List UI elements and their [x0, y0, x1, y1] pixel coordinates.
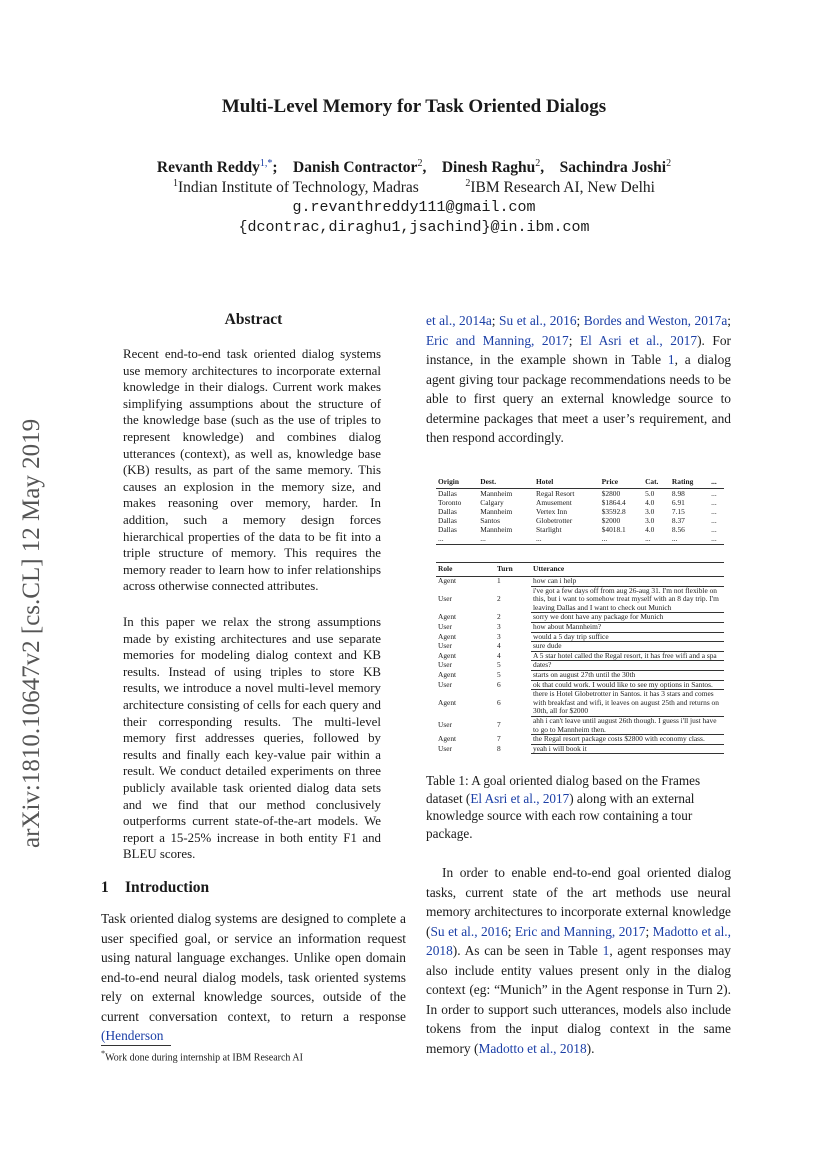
dialog-cell: how about Mannheim? [531, 622, 724, 632]
dialog-cell: User [438, 720, 452, 730]
kb-cell: 7.15 [671, 507, 685, 517]
kb-cell: ... [709, 534, 724, 544]
paragraph-text: ). [586, 1040, 595, 1056]
dialog-cell: the Regal resort package costs $2800 with economy class. [531, 735, 724, 745]
dialog-cell: 4 [497, 650, 501, 660]
dialog-cell: Agent [438, 734, 457, 744]
dialog-cell: User [438, 743, 452, 753]
dialog-cell: 5 [497, 669, 501, 679]
author-name: Dinesh Raghu [441, 159, 536, 177]
dialog-cell: Agent [438, 612, 457, 622]
affiliation-name: Indian Institute of Technology, Madras [177, 179, 419, 197]
author-separator: , [540, 159, 545, 177]
kb-cell: ... [643, 534, 670, 544]
dialog-row [436, 744, 724, 754]
kb-cell: ... [534, 534, 600, 544]
kb-cell: 3.0 [645, 516, 655, 526]
email-line: g.revanthreddy111@gmail.com [292, 199, 536, 216]
paragraph-text: In order to enable end-to-end goal oriented dialog tasks, current state of the art methods use neural memory architectures to incorporate external knowledge ( [426, 865, 731, 939]
kb-cell: $2000 [601, 516, 621, 526]
kb-cell: 8.98 [671, 489, 685, 498]
author-separator: ; [272, 159, 278, 177]
kb-cell: ... [600, 534, 643, 544]
kb-cell: Amusement [536, 498, 572, 508]
caption-label: Table 1: [426, 773, 469, 788]
dialog-cell: ahh i can't leave until august 26th though. I guess i'll just have to go to Mannheim then. [531, 716, 724, 734]
paragraph-text: ). As can be seen in Table [452, 943, 603, 958]
kb-cell: Vertex Inn [536, 507, 568, 517]
dialog-row [436, 586, 724, 613]
dialog-cell: 3 [497, 621, 501, 631]
dialog-cell: Agent [438, 631, 457, 641]
dialog-cell: User [438, 679, 452, 689]
kb-cell: ... [711, 507, 717, 517]
kb-cell: ... [711, 516, 717, 526]
dialog-cell: 2 [497, 594, 501, 604]
kb-cell: 3.0 [645, 507, 655, 517]
caption-text: ) along with an external knowledge source with each row containing a tour package. [426, 790, 695, 841]
table-ref-link[interactable]: 1 [602, 943, 610, 958]
footnote-rule [101, 1045, 171, 1046]
affiliation-mark: 2 [465, 178, 471, 189]
dialog-cell: Agent [438, 697, 457, 707]
kb-cell: Mannheim [480, 525, 513, 535]
dialog-column-header: Turn [495, 563, 531, 577]
kb-cell: Toronto [438, 498, 462, 508]
intro-paragraph [101, 909, 406, 1046]
abstract-paragraph: Recent end-to-end task oriented dialog systems use memory architectures to incorporate external knowledge in their dialogs. Current work makes simplifying assumptions about the structure of the knowledge base (such as the use of triples to represent knowledge) and combines dialog utterances (context), as well as, knowledge base (KB) results, as part of the same memory. This causes an explosion in the memory size, and makes reasoning over memory, harder. In addition, such a memory design forces hierarchical properties of the data to be fit into a triple structure of memory. This requires the memory reader to learn how to infer relationships across otherwise connected attributes. [123, 347, 381, 594]
dialog-cell: User [438, 594, 452, 604]
kb-cell: Dallas [438, 489, 457, 498]
author-separator: , [422, 159, 427, 177]
kb-cell: Mannheim [480, 507, 513, 517]
author-name: Sachindra Joshi [559, 159, 667, 177]
kb-row [436, 534, 724, 544]
dialog-cell: Agent [438, 650, 457, 660]
citation-link[interactable]: Bordes and Weston, 2017a [583, 313, 728, 328]
dialog-cell: 8 [497, 743, 501, 753]
dialog-cell: 7 [497, 734, 501, 744]
right-paragraph: In order to enable end-to-end goal oriented dialog tasks, current state of the art methods use neural memory architectures to incorporate external knowledge (Su et al., 2016; Eric and Manning, 2017; Madotto et al., 2018). As can be seen in Table 1, agent responses may also include entity values present only in the dialog context (eg: “Munich” in the Agent response in Turn 2). In order to support such utterances, models also include tokens from the input dialog context in the same memory (Madotto et al., 2018). [426, 865, 731, 1056]
section-number: 1 [101, 879, 109, 896]
dialog-row [436, 670, 724, 680]
paragraph-text: , agent responses may also include entity values present only in the dialog context (eg: “Munich” in the Agent response in Turn 2). In order to support such utterances, models also include tokens from the input dialog context in the same memory ( [426, 943, 731, 1056]
kb-column-header: Dest. [478, 476, 534, 489]
dialog-cell: would a 5 day trip suffice [531, 632, 724, 642]
kb-cell: Santos [480, 516, 500, 526]
dialog-cell: i've got a few days off from aug 26-aug 31. I'm not flexible on this, but i want to somehow treat myself with an 8 day trip. I'm leaving Dallas and I want to check out Munich [531, 586, 724, 613]
citation-link[interactable]: (Henderson [101, 1028, 164, 1043]
dialog-cell: 3 [497, 631, 501, 641]
affiliation-name: IBM Research AI, New Delhi [470, 179, 655, 197]
author-mark: 2 [417, 158, 423, 169]
footnote [101, 1049, 406, 1063]
kb-cell: 6.91 [671, 498, 685, 508]
citation-link[interactable]: Eric and Manning, 2017 [514, 923, 646, 939]
citation-link[interactable]: El Asri et al., 2017 [579, 332, 698, 348]
table-ref-link[interactable]: 1 [667, 352, 675, 367]
kb-cell: ... [478, 534, 534, 544]
dialog-row [436, 661, 724, 671]
kb-cell: ... [670, 534, 709, 544]
kb-cell: ... [711, 498, 717, 508]
kb-column-header: Cat. [643, 476, 670, 489]
dialog-cell: sorry we dont have any package for Munich [531, 613, 724, 623]
section-heading [101, 879, 209, 897]
citation-link[interactable]: Su et al., 2016 [430, 923, 508, 939]
kb-cell: Regal Resort [536, 489, 575, 498]
kb-row [436, 489, 724, 499]
citation-link[interactable]: Madotto et al., 2018 [426, 923, 731, 958]
kb-column-header: Rating [670, 476, 709, 489]
author-mark: 2 [535, 158, 541, 169]
table-caption [426, 772, 731, 842]
kb-cell: $2800 [601, 489, 621, 498]
kb-cell: 8.37 [671, 516, 685, 526]
author-list [0, 158, 828, 177]
dialog-column-header: Role [436, 563, 495, 577]
kb-cell: ... [436, 534, 478, 544]
dialog-cell: ok that could work. I would like to see my options in Santos. [531, 680, 724, 690]
kb-table [436, 476, 724, 545]
kb-cell: 4.0 [645, 525, 655, 535]
dialog-column-header: Utterance [531, 563, 724, 577]
dialog-row [436, 690, 724, 717]
dialog-cell: 5 [497, 660, 501, 670]
kb-row [436, 498, 724, 507]
right-paragraph: et al., 2014a; Su et al., 2016; Bordes and Weston, 2017a; Eric and Manning, 2017; El Asri et al., 2017). For instance, in the example shown in Table 1, a dialog agent giving tour package recommendations needs to be able to first query an external knowledge source to determine packages that meet a user’s requirement, and then respond accordingly. [426, 313, 731, 445]
kb-cell: ... [711, 489, 717, 498]
paragraph-text: , a dialog agent giving tour package recommendations needs to be able to first query an external knowledge source to determine packages that meet a user’s requirement, and then respond accordingly. [426, 352, 731, 445]
abstract-paragraph: In this paper we relax the strong assumptions made by existing architectures and use separate memories for modeling dialog context and KB results. Instead of using triples to store KB results, we introduce a novel multi-level memory architecture consisting of cells for each query and their corresponding results. The multi-level memory first addresses queries, followed by results and finally each key-value pair within a result. We conduct detailed experiments on three publicly available task oriented dialog data sets and we find that our method conclusively outperforms current state-of-the-art models. We report a 15-25% increase in both entity F1 and BLEU scores. [123, 615, 381, 862]
author-name: Revanth Reddy [156, 159, 260, 177]
dialog-row [436, 577, 724, 587]
kb-cell: Dallas [438, 516, 457, 526]
dialog-cell: 1 [497, 576, 501, 586]
dialog-cell: sure dude [531, 642, 724, 652]
caption-text: A goal oriented dialog based on the Frames dataset ( [426, 773, 701, 806]
footnote-mark: * [101, 1049, 106, 1058]
abstract-heading: Abstract [224, 311, 283, 328]
kb-cell: $4018.1 [601, 525, 626, 535]
author-name: Danish Contractor [293, 159, 418, 177]
kb-row [436, 507, 724, 516]
paragraph-text: Task oriented dialog systems are designed to complete a user specified goal, or service an information request using natural language exchanges. Unlike open domain end-to-end neural dialog models, task oriented systems rely on external knowledge sources, outside of the current conversation context, to return a response [101, 911, 406, 1024]
kb-cell: Starlight [536, 525, 562, 535]
kb-cell: Globetrotter [536, 516, 573, 526]
kb-cell: $3592.8 [601, 507, 626, 517]
dialog-cell: 6 [497, 679, 501, 689]
kb-cell: 5.0 [645, 489, 655, 498]
dialog-cell: User [438, 621, 452, 631]
kb-cell: Dallas [438, 507, 457, 517]
dialog-cell: User [438, 641, 452, 651]
kb-column-header: ... [709, 476, 724, 489]
author-mark: 2 [666, 158, 672, 169]
kb-cell: 8.56 [671, 525, 685, 535]
kb-column-header: Price [600, 476, 643, 489]
kb-column-header: Hotel [534, 476, 600, 489]
kb-row [436, 525, 724, 534]
paper-title: Multi-Level Memory for Task Oriented Dialogs [221, 96, 607, 117]
author-mark: 1,* [259, 158, 273, 169]
citation-link[interactable]: et al., 2014a [426, 313, 492, 328]
kb-column-header: Origin [436, 476, 478, 489]
dialog-cell: Agent [438, 669, 457, 679]
email-line: {dcontrac,diraghu1,jsachind}@in.ibm.com [238, 219, 590, 236]
kb-cell: Mannheim [480, 489, 513, 498]
dialog-cell: 2 [497, 612, 501, 622]
dialog-cell: there is Hotel Globetrotter in Santos. it has 3 stars and comes with breakfast and wifi, it leaves on august 25th and returns on 30th, all for $2000 [531, 690, 724, 717]
kb-cell: $1864.4 [601, 498, 626, 508]
dialog-cell: 6 [497, 697, 501, 707]
kb-cell: ... [711, 525, 717, 535]
dialog-cell: dates? [531, 661, 724, 671]
dialog-row [436, 622, 724, 632]
dialog-cell: how can i help [531, 577, 724, 587]
kb-row [436, 516, 724, 525]
dialog-cell: User [438, 660, 452, 670]
arxiv-stamp: arXiv:1810.10647v2 [cs.CL] 12 May 2019 [18, 418, 45, 848]
kb-cell: Dallas [438, 525, 457, 535]
section-title: Introduction [125, 879, 210, 896]
paragraph-text: ). For instance, in the example shown in Table [426, 332, 731, 367]
dialog-row [436, 642, 724, 652]
dialog-header-row [436, 563, 724, 577]
dialog-cell: yeah i will book it [531, 744, 724, 754]
kb-cell: Calgary [480, 498, 504, 508]
dialog-cell: starts on august 27th until the 30th [531, 670, 724, 680]
affiliation-list [0, 178, 828, 197]
dialog-row [436, 735, 724, 745]
dialog-row [436, 651, 724, 661]
dialog-cell: A 5 star hotel called the Regal resort, it has free wifi and a spa [531, 651, 724, 661]
dialog-cell: Agent [438, 576, 457, 586]
citation-link[interactable]: Su et al., 2016 [499, 313, 577, 328]
citation-link[interactable]: Madotto et al., 2018 [478, 1040, 587, 1056]
kb-header-row [436, 476, 724, 489]
affiliation-mark: 1 [172, 178, 178, 189]
dialog-table [436, 562, 724, 754]
citation-link[interactable]: Eric and Manning, 2017 [426, 332, 569, 348]
kb-cell: 4.0 [645, 498, 655, 508]
footnote-text: Work done during internship at IBM Research AI [105, 1052, 303, 1064]
dialog-row [436, 632, 724, 642]
dialog-cell: 4 [497, 641, 501, 651]
dialog-cell: 7 [497, 720, 501, 730]
dialog-row [436, 716, 724, 734]
citation-link[interactable]: El Asri et al., 2017 [470, 790, 570, 806]
